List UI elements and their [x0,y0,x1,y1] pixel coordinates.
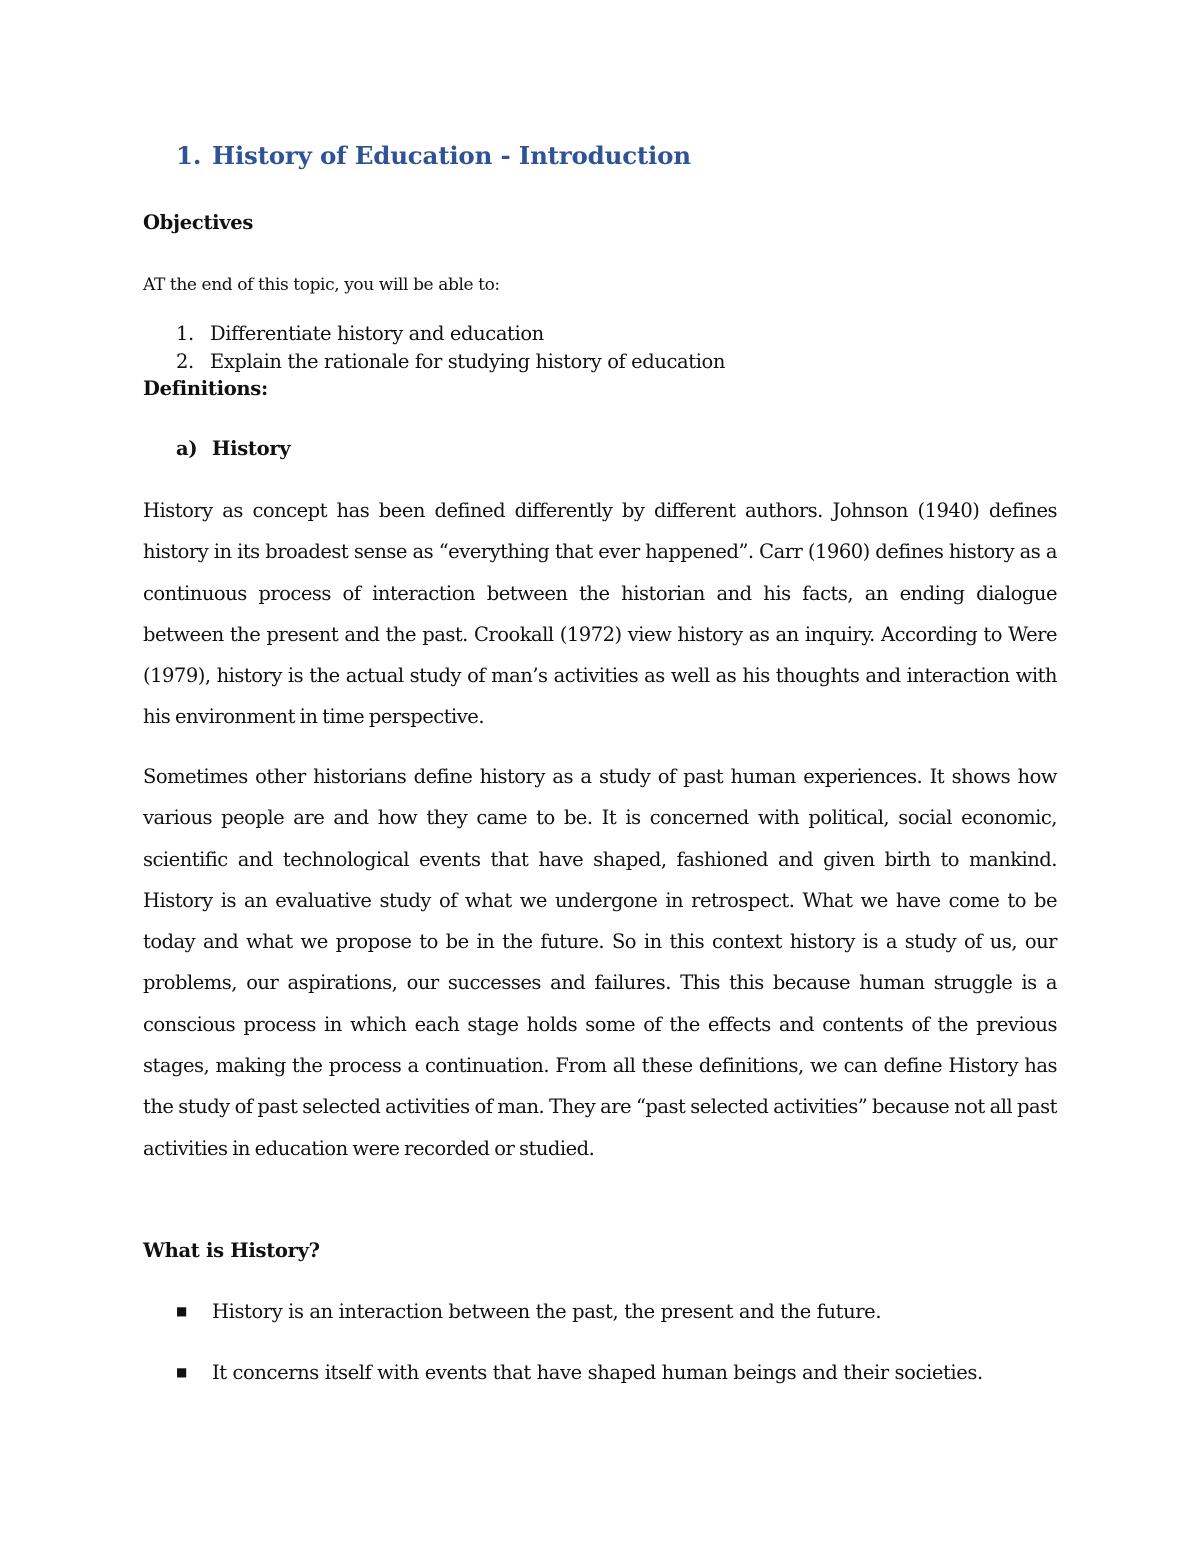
definition-paragraph-1: History as concept has been defined differently by different authors. Johnson (1940) defines history in its broadest sense as “everything that ever happened”. Carr (1960) defines history as a continuous process of interaction between the historian and his facts, an ending dialogue between the present and the past. Crookall (1972) view history as an inquiry. According to Were (1979), history is the actual study of man’s activities as well as his thoughts and interaction with his environment in time perspective. [143,499,1057,729]
chapter-title: History of Education - Introduction [212,141,691,170]
history-subheading [176,437,290,460]
what-is-history-heading: What is History? [143,1239,320,1262]
list-text: It concerns itself with events that have shaped human beings and their societies. [212,1361,983,1384]
square-bullet-icon: ■ [176,1304,187,1318]
list-item [143,320,725,348]
list-item [143,348,725,376]
chapter-number: 1. [176,141,202,170]
list-item [143,1361,983,1384]
definition-paragraph-2: Sometimes other historians define history as a study of past human experiences. It shows how various people are and how they came to be. It is concerned with political, social economic, scientific and technological events that have shaped, fashioned and given birth to mankind. History is an evaluative study of what we undergone in retrospect. What we have come to be today and what we propose to be in the future. So in this context history is a study of us, our problems, our aspirations, our successes and failures. This this because human struggle is a conscious process in which each stage holds some of the effects and contents of the previous stages, making the process a continuation. From all these definitions, we can define History has the study of past selected activities of man. They are “past selected activities” because not all past activities in education were recorded or studied. [143,765,1057,1160]
subheading-label: a) [176,437,198,460]
list-item [143,1300,881,1323]
list-number: 1. [176,322,194,345]
objectives-heading: Objectives [143,211,254,234]
objectives-list [143,320,725,376]
list-text: Differentiate history and education [210,322,544,345]
list-number: 2. [176,350,194,373]
subheading-title: History [212,437,291,460]
objectives-intro: AT the end of this topic, you will be able to: [143,275,500,295]
square-bullet-icon: ■ [176,1365,187,1379]
chapter-heading [176,141,691,170]
list-text: Explain the rationale for studying history of education [210,350,726,373]
list-text: History is an interaction between the past, the present and the future. [212,1300,882,1323]
definitions-heading: Definitions: [143,377,268,400]
